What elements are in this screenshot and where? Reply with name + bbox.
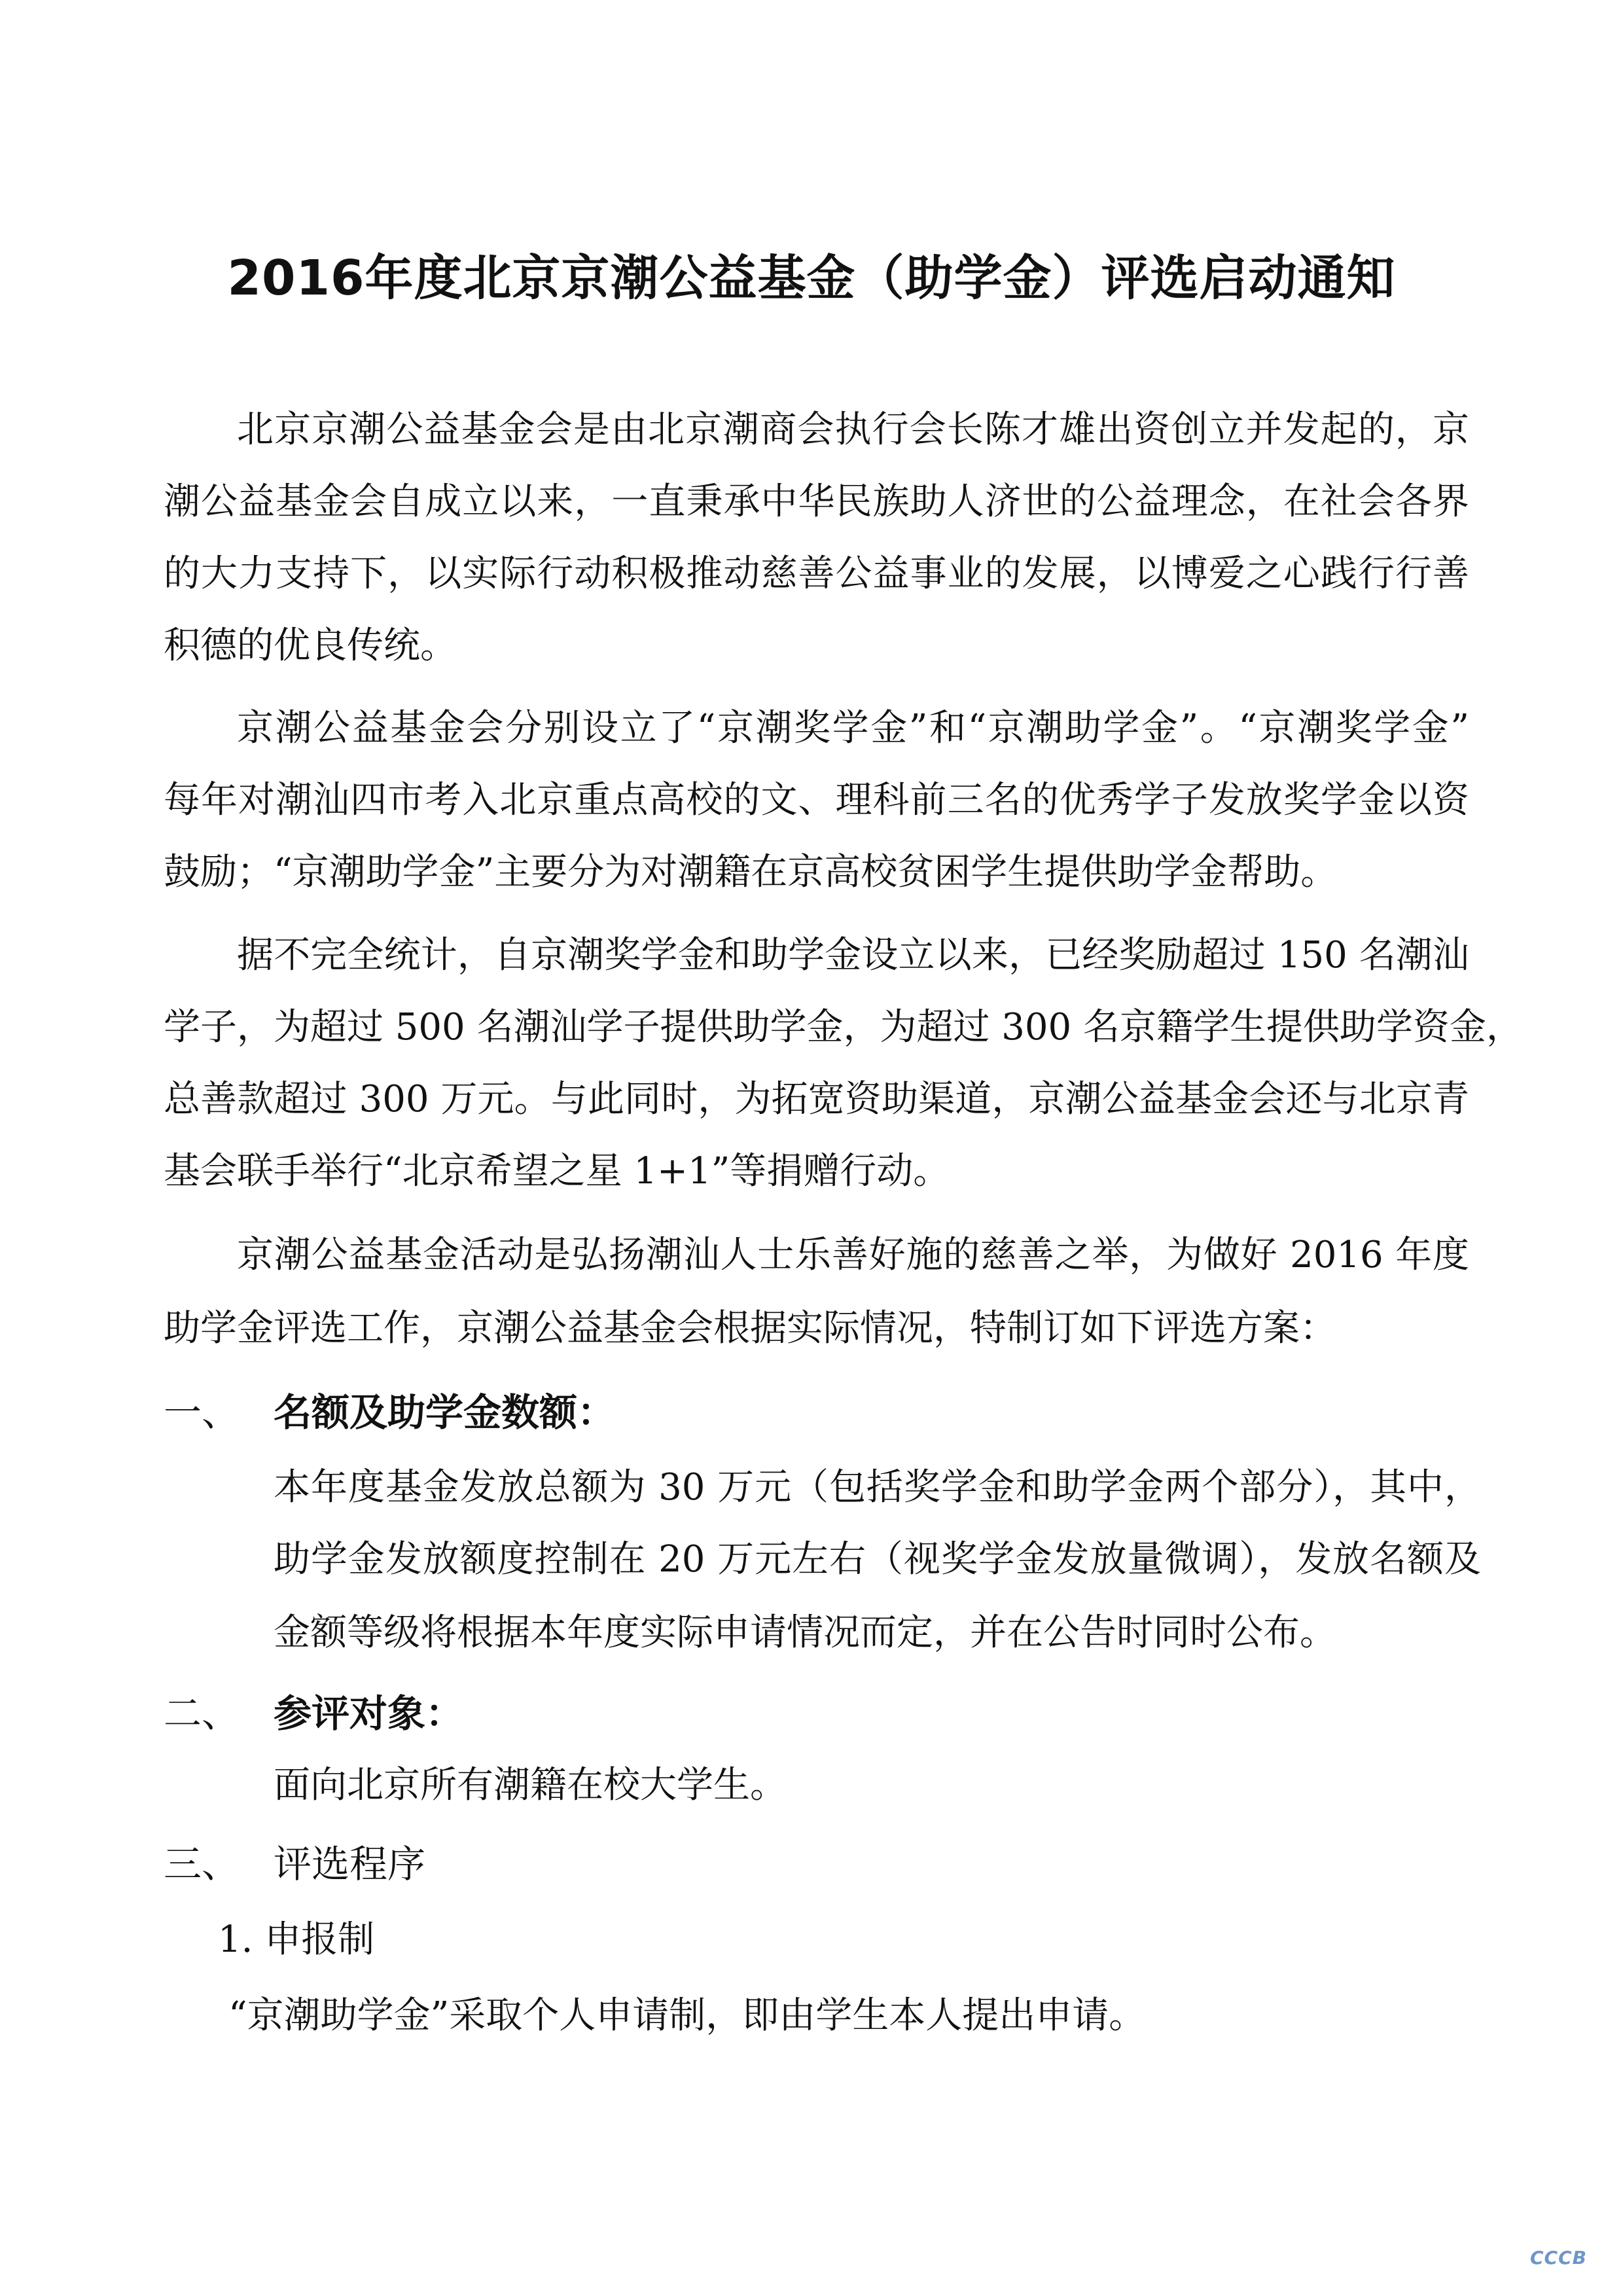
section-1-line-2: 助学金发放额度控制在 20 万元左右（视奖学金发放量微调），发放名额及 xyxy=(274,1538,1481,1581)
paragraph-3-line-4: 基会联手举行“北京希望之星 1+1”等捐赠行动。 xyxy=(164,1150,950,1193)
section-3-item-1-text: “京潮助学金”采取个人申请制，即由学生本人提出申请。 xyxy=(228,1994,1146,2037)
section-2-line-1: 面向北京所有潮籍在校大学生。 xyxy=(274,1764,787,1806)
section-2-title: 参评对象： xyxy=(274,1691,464,1736)
document-title: 2016年度北京京潮公益基金（助学金）评选启动通知 xyxy=(227,250,1396,306)
paragraph-4-line-2: 助学金评选工作，京潮公益基金会根据实际情况，特制订如下评选方案： xyxy=(164,1307,1336,1350)
section-1-line-1: 本年度基金发放总额为 30 万元（包括奖学金和助学金两个部分），其中， xyxy=(274,1466,1481,1509)
paragraph-3-line-3: 总善款超过 300 万元。与此同时，为拓宽资助渠道，京潮公益基金会还与北京青 xyxy=(164,1078,1469,1121)
paragraph-1-line-2: 潮公益基金会自成立以来，一直秉承中华民族助人济世的公益理念，在社会各界 xyxy=(164,480,1469,523)
paragraph-2-line-3: 鼓励；“京潮助学金”主要分为对潮籍在京高校贫困学生提供助学金帮助。 xyxy=(164,851,1338,893)
paragraph-2-line-2: 每年对潮汕四市考入北京重点高校的文、理科前三名的优秀学子发放奖学金以资 xyxy=(164,779,1469,821)
section-3-title: 评选程序 xyxy=(274,1842,426,1886)
section-1-line-3: 金额等级将根据本年度实际申请情况而定，并在公告时同时公布。 xyxy=(274,1611,1336,1654)
paragraph-1-line-3: 的大力支持下，以实际行动积极推动慈善公益事业的发展，以博爱之心践行行善 xyxy=(164,552,1469,595)
section-1-number: 一、 xyxy=(164,1390,240,1435)
paragraph-1-line-1: 北京京潮公益基金会是由北京潮商会执行会长陈才雄出资创立并发起的，京 xyxy=(237,408,1469,451)
paragraph-1-line-4: 积德的优良传统。 xyxy=(164,624,457,667)
cccb-watermark: CCCB xyxy=(1530,2247,1587,2269)
paragraph-3-line-1: 据不完全统计，自京潮奖学金和助学金设立以来，已经奖励超过 150 名潮汕 xyxy=(237,934,1469,977)
section-3-number: 三、 xyxy=(164,1842,240,1886)
section-3-item-1: 1. 申报制 xyxy=(218,1918,375,1961)
paragraph-2-line-1: 京潮公益基金会分别设立了“京潮奖学金”和“京潮助学金”。“京潮奖学金” xyxy=(237,707,1469,749)
section-2-number: 二、 xyxy=(164,1691,240,1736)
paragraph-4-line-1: 京潮公益基金活动是弘扬潮汕人士乐善好施的慈善之举，为做好 2016 年度 xyxy=(237,1234,1469,1276)
section-1-title: 名额及助学金数额： xyxy=(274,1390,616,1435)
paragraph-3-line-2: 学子，为超过 500 名潮汕学子提供助学金，为超过 300 名京籍学生提供助学资金， xyxy=(164,1006,1523,1049)
